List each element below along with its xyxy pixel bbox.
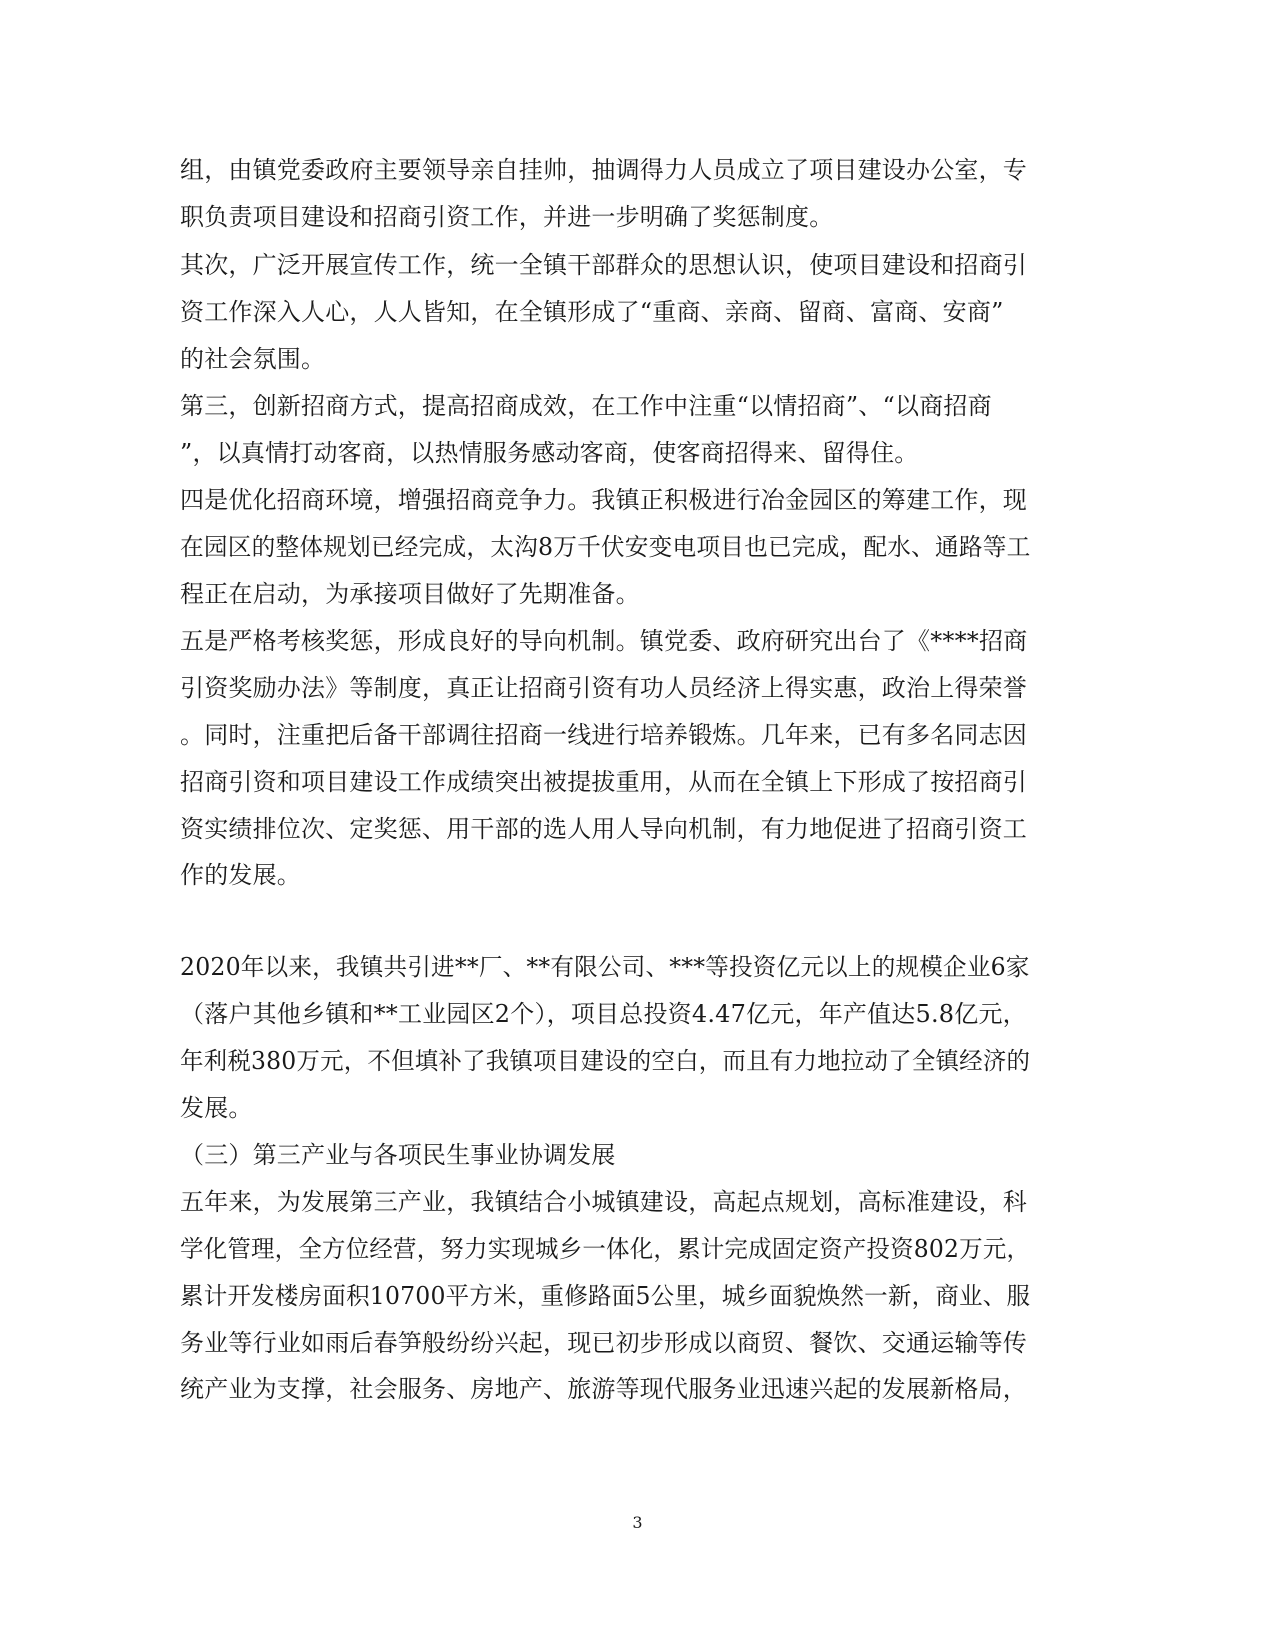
text-line: 五是严格考核奖惩，形成良好的导向机制。镇党委、政府研究出台了《****招商 <box>180 627 1028 655</box>
text-line: 。同时，注重把后备干部调往招商一线进行培养锻炼。几年来，已有多名同志因 <box>180 721 1027 749</box>
text-line: 学化管理，全方位经营，努力实现城乡一体化，累计完成固定资产投资802万元， <box>180 1235 1031 1263</box>
text-line: （落户其他乡镇和**工业园区2个），项目总投资4.47亿元，年产值达5.8亿元， <box>180 1000 1027 1028</box>
text-line: 资工作深入人心，人人皆知，在全镇形成了“重商、亲商、留商、富商、安商” <box>180 298 1004 326</box>
text-line: 统产业为支撑，社会服务、房地产、旅游等现代服务业迅速兴起的发展新格局， <box>180 1375 1027 1403</box>
text-line: 招商引资和项目建设工作成绩突出被提拔重用，从而在全镇上下形成了按招商引 <box>180 768 1027 796</box>
text-line: 程正在启动，为承接项目做好了先期准备。 <box>180 580 640 608</box>
text-line: 2020年以来，我镇共引进**厂、**有限公司、***等投资亿元以上的规模企业6家 <box>180 953 1030 981</box>
text-line: 累计开发楼房面积10700平方米，重修路面5公里，城乡面貌焕然一新，商业、服 <box>180 1282 1031 1310</box>
text-line: 四是优化招商环境，增强招商竞争力。我镇正积极进行冶金园区的筹建工作，现 <box>180 486 1027 514</box>
text-line: 作的发展。 <box>180 861 301 889</box>
text-line: 第三，创新招商方式，提高招商成效，在工作中注重“以情招商”、“以商招商 <box>180 392 992 420</box>
text-line: 资实绩排位次、定奖惩、用干部的选人用人导向机制，有力地促进了招商引资工 <box>180 815 1027 843</box>
page-number: 3 <box>632 1513 643 1532</box>
text-line: ”，以真情打动客商，以热情服务感动客商，使客商招得来、留得住。 <box>180 439 919 467</box>
text-line: 其次，广泛开展宣传工作，统一全镇干部群众的思想认识，使项目建设和招商引 <box>180 251 1027 279</box>
text-line: 职负责项目建设和招商引资工作，并进一步明确了奖惩制度。 <box>180 203 834 231</box>
text-line: 年利税380万元，不但填补了我镇项目建设的空白，而且有力地拉动了全镇经济的 <box>180 1047 1031 1075</box>
section-heading: （三）第三产业与各项民生事业协调发展 <box>180 1141 616 1169</box>
text-line: 的社会氛围。 <box>180 345 326 373</box>
text-line: 务业等行业如雨后春笋般纷纷兴起，现已初步形成以商贸、餐饮、交通运输等传 <box>180 1329 1027 1357</box>
text-line: 五年来，为发展第三产业，我镇结合小城镇建设，高起点规划，高标准建设，科 <box>180 1188 1027 1216</box>
text-line: 在园区的整体规划已经完成，太沟8万千伏安变电项目也已完成，配水、通路等工 <box>180 533 1031 561</box>
text-line: 引资奖励办法》等制度，真正让招商引资有功人员经济上得实惠，政治上得荣誉 <box>180 674 1027 702</box>
text-line: 发展。 <box>180 1094 253 1122</box>
text-line: 组，由镇党委政府主要领导亲自挂帅，抽调得力人员成立了项目建设办公室，专 <box>180 156 1027 184</box>
